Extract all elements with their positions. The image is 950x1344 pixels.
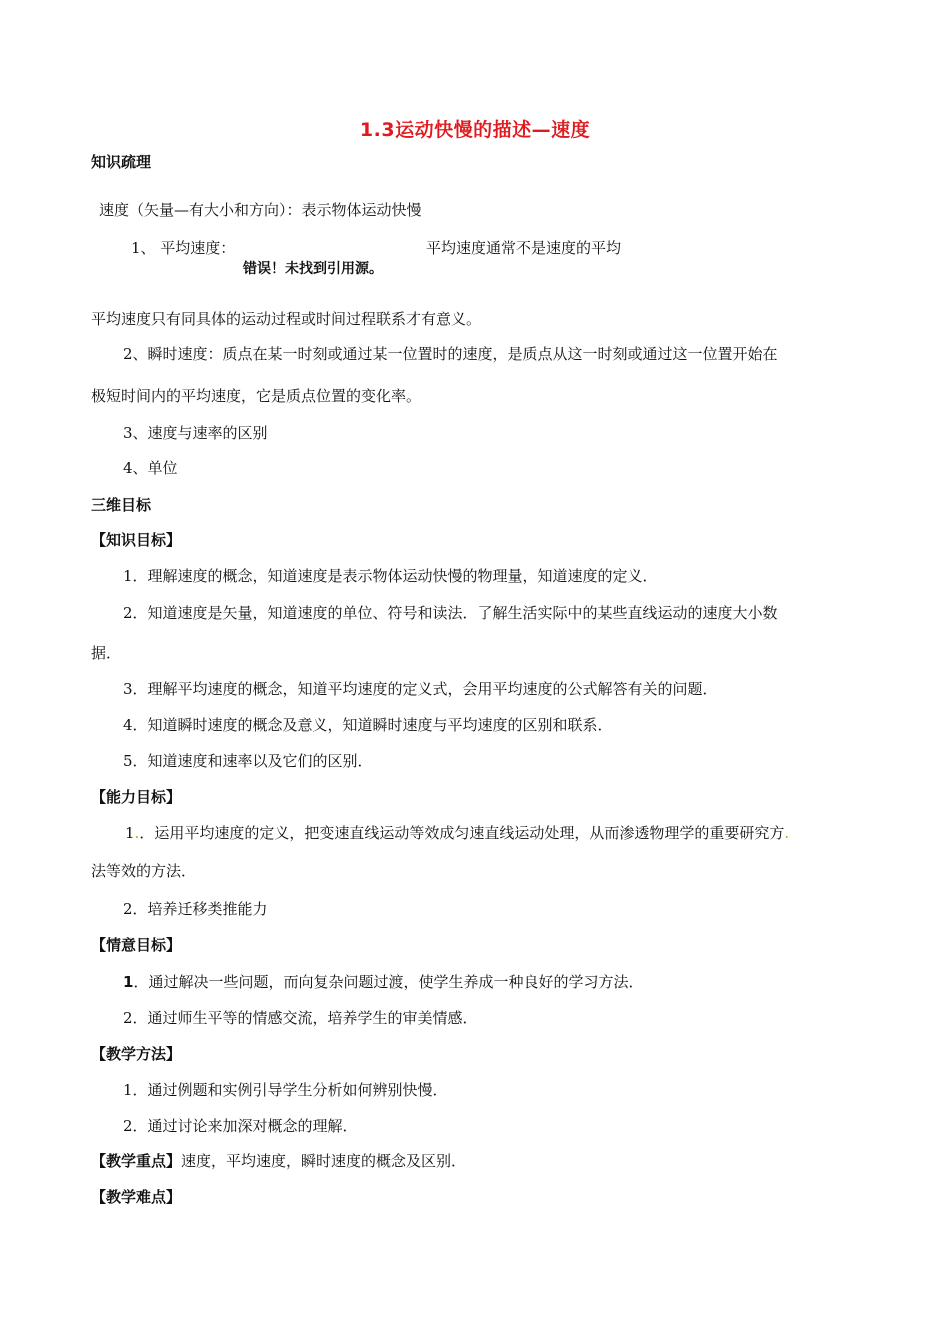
- section-heading-overview: 知识疏理: [91, 153, 152, 171]
- key-points-text: 速度，平均速度，瞬时速度的概念及区别．: [181, 1152, 467, 1170]
- ability-goal-1-cont: 法等效的方法．: [91, 862, 197, 880]
- item-speed-vs-rate: 3、速度与速率的区别: [123, 424, 268, 442]
- ability-goal-1-number: 1: [125, 824, 135, 842]
- knowledge-goal-5: 5．知道速度和速率以及它们的区别．: [123, 752, 373, 770]
- avg-speed-label: 1、 平均速度：: [131, 239, 236, 257]
- emotion-goal-1-text: ．通过解决一些问题，而向复杂问题过渡，使学生养成一种良好的学习方法．: [133, 973, 644, 991]
- highlight-dot: .: [784, 824, 790, 842]
- knowledge-goals-heading: 【知识目标】: [91, 531, 182, 549]
- knowledge-goal-1: 1．理解速度的概念，知道速度是表示物体运动快慢的物理量，知道速度的定义．: [123, 567, 658, 585]
- instant-speed-line-1: 2、瞬时速度：质点在某一时刻或通过某一位置时的速度，是质点从这一时刻或通过这一位置开始在: [123, 345, 778, 363]
- emotion-goal-2: 2．通过师生平等的情感交流，培养学生的审美情感．: [123, 1009, 478, 1027]
- teaching-method-1: 1．通过例题和实例引导学生分析如何辨别快慢．: [123, 1081, 448, 1099]
- difficulties-heading: 【教学难点】: [91, 1188, 182, 1206]
- teaching-methods-heading: 【教学方法】: [91, 1045, 182, 1063]
- key-points: [91, 1151, 466, 1171]
- knowledge-goal-2: 2．知道速度是矢量，知道速度的单位、符号和读法．了解生活实际中的某些直线运动的速度大小数: [123, 604, 778, 622]
- emotion-goals-heading: 【情意目标】: [91, 936, 182, 954]
- ability-goal-2: 2．培养迁移类推能力: [123, 900, 268, 918]
- avg-speed-meaning: 平均速度只有同具体的运动过程或时间过程联系才有意义。: [91, 310, 482, 328]
- speed-definition: 速度（矢量—有大小和方向）：表示物体运动快慢: [99, 201, 422, 219]
- ability-goal-1: [125, 823, 789, 843]
- ability-goal-1-text: ．运用平均速度的定义，把变速直线运动等效成匀速直线运动处理，从而渗透物理学的重要研究方: [139, 824, 785, 842]
- instant-speed-line-2: 极短时间内的平均速度，它是质点位置的变化率。: [91, 387, 422, 405]
- ability-goals-heading: 【能力目标】: [91, 788, 182, 806]
- avg-speed-note: 平均速度通常不是速度的平均: [426, 239, 622, 257]
- item-unit: 4、单位: [123, 459, 178, 477]
- document-title: 1.3运动快慢的描述—速度: [359, 119, 591, 141]
- knowledge-goal-4: 4．知道瞬时速度的概念及意义，知道瞬时速度与平均速度的区别和联系．: [123, 716, 613, 734]
- section-heading-goals: 三维目标: [91, 496, 152, 514]
- emotion-goal-1-number: 1: [123, 973, 134, 991]
- teaching-method-2: 2．通过讨论来加深对概念的理解．: [123, 1117, 358, 1135]
- knowledge-goal-3: 3．理解平均速度的概念，知道平均速度的定义式，会用平均速度的公式解答有关的问题．: [123, 680, 718, 698]
- reference-error: 错误！未找到引用源。: [243, 261, 383, 277]
- key-points-heading: 【教学重点】: [91, 1152, 182, 1170]
- knowledge-goal-2-cont: 据．: [91, 644, 122, 662]
- emotion-goal-1: [123, 972, 643, 992]
- highlight-dot: .: [134, 824, 140, 842]
